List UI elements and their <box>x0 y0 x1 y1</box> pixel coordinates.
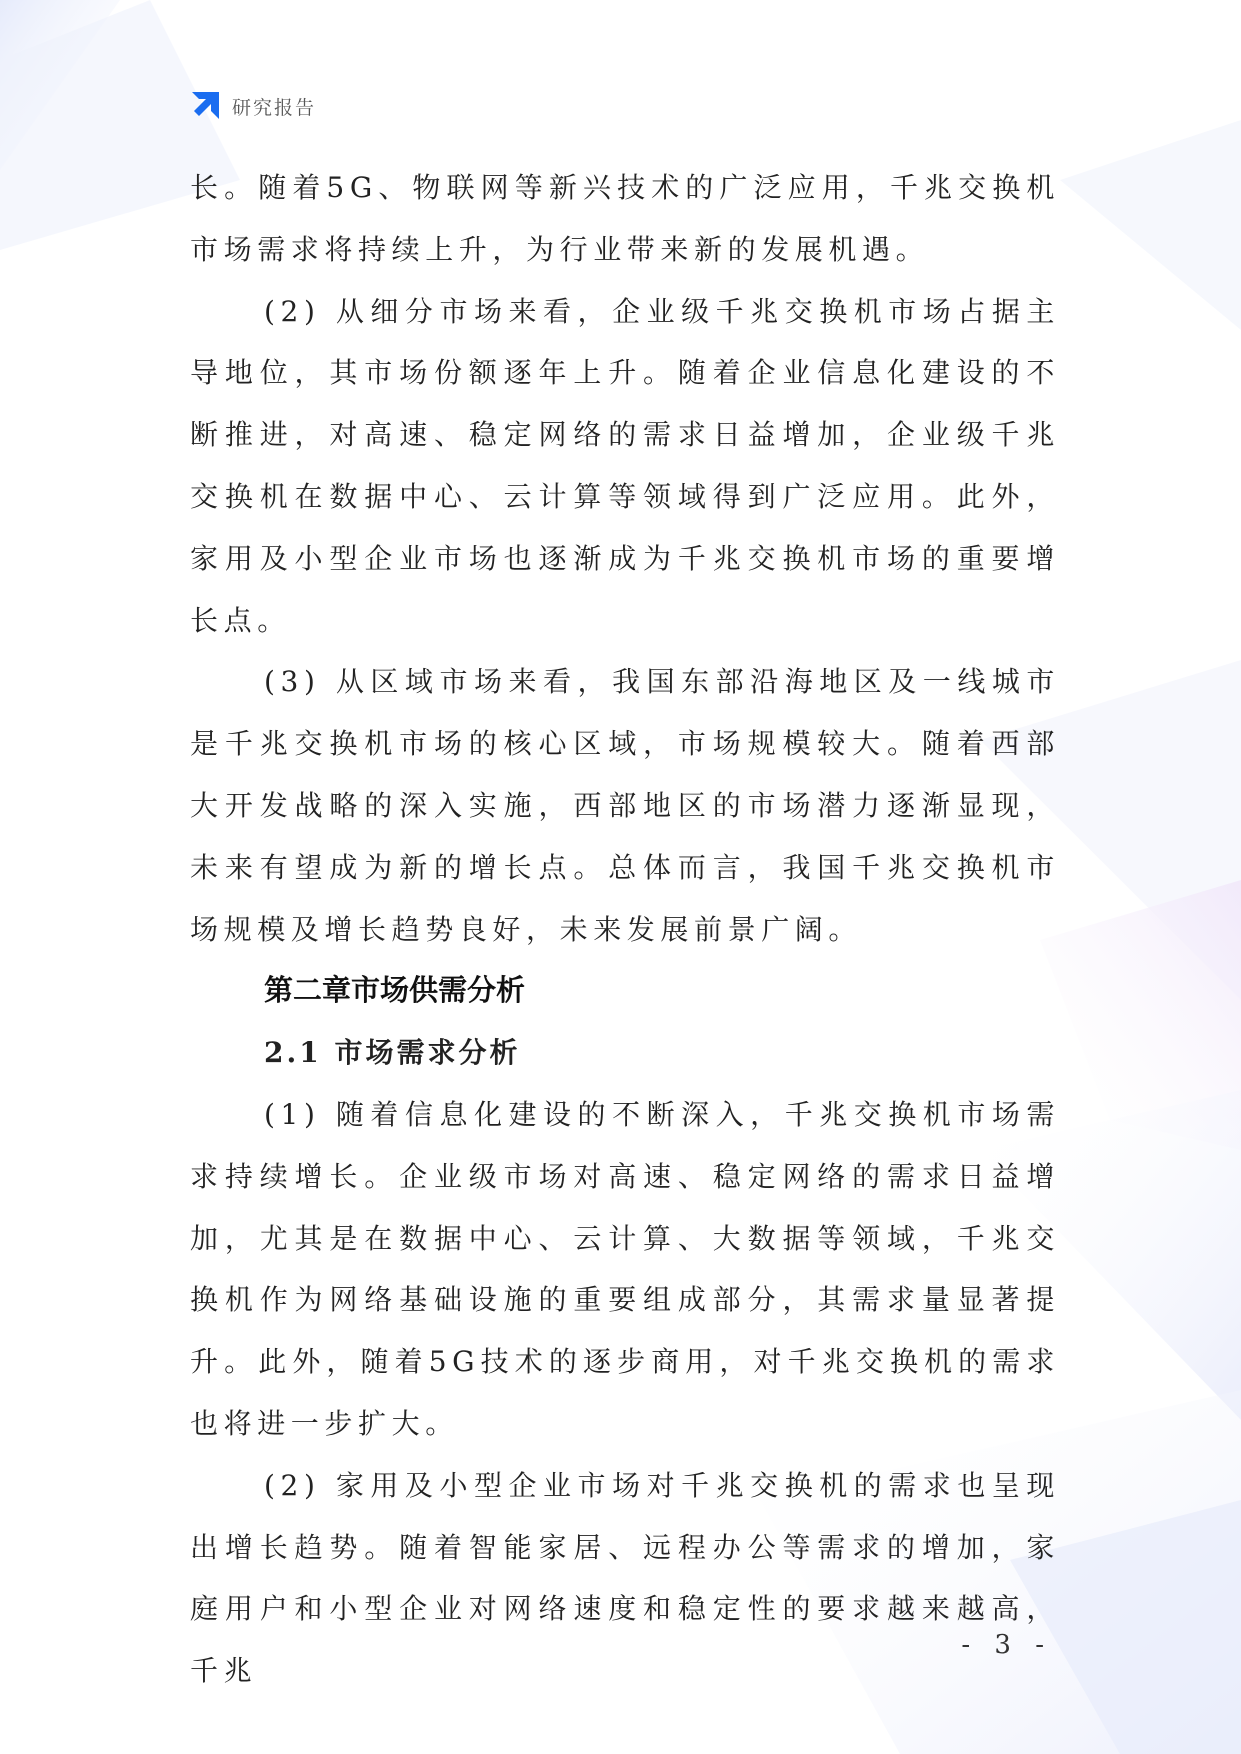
paragraph-demand-2: (2) 家用及小型企业市场对千兆交换机的需求也呈现出增长趋势。随着智能家居、远程办公等需求的增加，家庭用户和小型企业对网络速度和稳定性的要求越来越高，千兆 <box>190 1468 1060 1688</box>
arrow-up-right-icon <box>188 89 222 123</box>
chapter-heading: 第二章市场供需分析 <box>264 973 526 1008</box>
paragraph-continuation: 长。随着5G、物联网等新兴技术的广泛应用，千兆交换机市场需求将持续上升，为行业带来新的发展机遇。 <box>190 171 1060 266</box>
report-header <box>188 88 316 124</box>
header-title: 研究报告 <box>232 96 317 119</box>
document-body <box>190 157 1060 1702</box>
paragraph-demand-1: (1) 随着信息化建设的不断深入，千兆交换机市场需求持续增长。企业级市场对高速、稳定网络的需求日益增加，尤其是在数据中心、云计算、大数据等领域，千兆交换机作为网络基础设施的重要组成部分，其需求量显著提升。此外，随着5G技术的逐步商用，对千兆交换机的需求也将进一步扩大。 <box>190 1097 1060 1440</box>
paragraph-segment-market: (2) 从细分市场来看，企业级千兆交换机市场占据主导地位，其市场份额逐年上升。随着企业信息化建设的不断推进，对高速、稳定网络的需求日益增加，企业级千兆交换机在数据中心、云计算等领域得到广泛应用。此外，家用及小型企业市场也逐渐成为千兆交换机市场的重要增长点。 <box>190 294 1060 637</box>
paragraph-regional-market: (3) 从区域市场来看，我国东部沿海地区及一线城市是千兆交换机市场的核心区域，市场规模较大。随着西部大开发战略的深入实施，西部地区的市场潜力逐渐显现，未来有望成为新的增长点。总体而言，我国千兆交换机市场规模及增长趋势良好，未来发展前景广阔。 <box>190 665 1060 946</box>
section-heading: 2.1 市场需求分析 <box>264 1036 521 1070</box>
page-number: - 3 - <box>961 1630 1052 1660</box>
